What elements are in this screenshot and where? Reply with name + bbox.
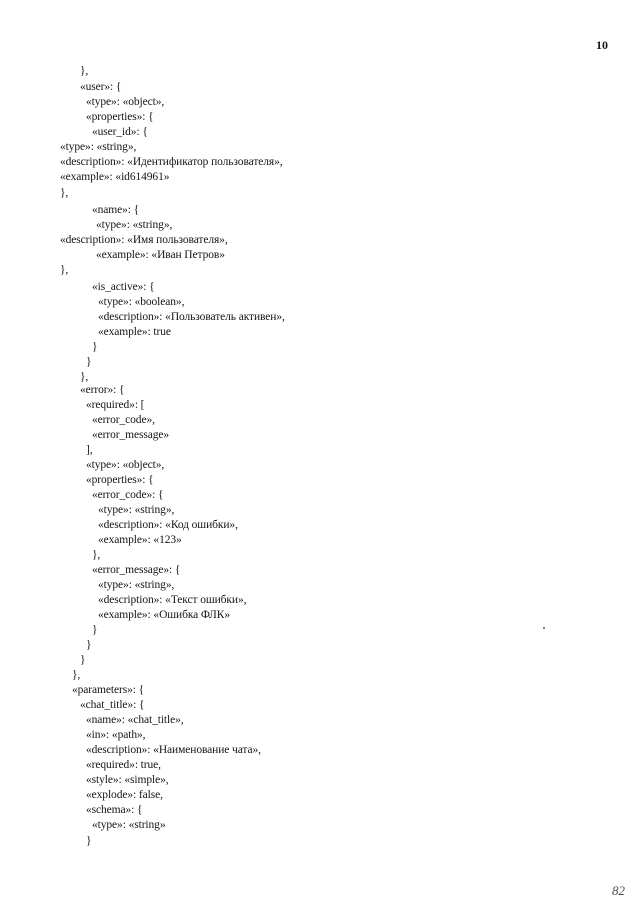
scan-speck [543,627,545,629]
code-line: «is_active»: { [92,281,155,293]
code-line: «description»: «Код ошибки», [98,519,238,531]
code-line: «error_code», [92,414,155,426]
code-line: «name»: { [92,204,140,216]
code-line: «in»: «path», [86,729,146,741]
code-line: «type»: «string», [96,219,173,231]
code-line: «type»: «object», [86,96,165,108]
code-line: «error»: { [80,384,125,396]
code-line: «schema»: { [86,804,143,816]
code-line: }, [60,264,69,276]
code-line: «error_message»: { [92,564,181,576]
code-line: «type»: «string», [98,579,175,591]
code-line: «error_code»: { [92,489,164,501]
code-line: «type»: «string» [92,819,166,831]
code-line: «description»: «Наименование чата», [86,744,261,756]
code-line: «example»: «123» [98,534,182,546]
code-line: }, [80,371,89,383]
code-line: «example»: «Иван Петров» [96,249,225,261]
code-line: «type»: «object», [86,459,165,471]
code-line: } [86,639,92,651]
code-line: }, [80,65,89,77]
code-line: } [92,624,98,636]
code-line: ], [86,444,93,456]
code-line: «properties»: { [86,111,154,123]
code-line: } [80,654,86,666]
code-line: «required»: true, [86,759,161,771]
code-line: } [92,341,98,353]
code-line: «type»: «string», [98,504,175,516]
handwritten-page-mark: 82 [612,883,625,898]
code-line: «name»: «chat_title», [86,714,184,726]
code-line: «error_message» [92,429,170,441]
page-number: 10 [596,38,608,52]
code-line: «type»: «boolean», [98,296,185,308]
code-line: «description»: «Текст ошибки», [98,594,247,606]
code-line: «description»: «Имя пользователя», [60,234,228,246]
code-line: }, [60,187,69,199]
code-line: «parameters»: { [72,684,145,696]
code-line: «example»: true [98,326,171,338]
code-line: } [86,356,92,368]
code-line: «user_id»: { [92,126,148,138]
code-line: }, [92,549,101,561]
code-line: «description»: «Идентификатор пользователя», [60,156,283,168]
code-line: }, [72,669,81,681]
code-line: «example»: «id614961» [60,171,170,183]
code-line: «example»: «Ошибка ФЛК» [98,609,230,621]
code-line: «type»: «string», [60,141,137,153]
code-line: «user»: { [80,81,122,93]
code-line: «style»: «simple», [86,774,169,786]
code-line: «properties»: { [86,474,154,486]
code-line: «chat_title»: { [80,699,145,711]
code-line: «explode»: false, [86,789,163,801]
code-line: «required»: [ [86,399,145,411]
code-line: «description»: «Пользователь активен», [98,311,285,323]
code-line: } [86,835,92,847]
